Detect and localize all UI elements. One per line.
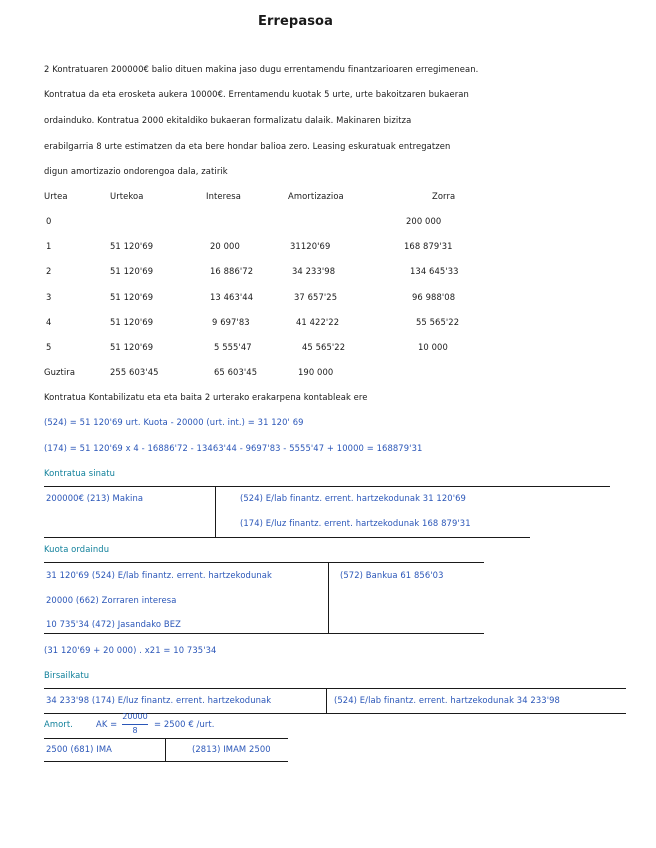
table-header-amort: Amortizazioa	[288, 191, 344, 201]
formula-lhs: AK =	[96, 719, 118, 729]
table-header-interest: Interesa	[206, 191, 241, 201]
table-header-annuity: Urtekoa	[110, 191, 144, 201]
intro-line-3: ordainduko. Kontratua 2000 ekitaldiko bukaeran formalizatu dalaik. Makinaren bizitza	[44, 115, 412, 125]
intro-line-4: erabilgarria 8 urte estimatzen da eta bere hondar balioa zero. Leasing eskuratuak entregatzen	[44, 141, 451, 151]
section-title-birsailkatu: Birsailkatu	[44, 670, 90, 680]
entry-divider	[326, 688, 327, 714]
entry-divider	[44, 633, 484, 634]
entry-divider	[44, 688, 626, 689]
fraction-bar	[122, 724, 148, 725]
page-title: Errepasoa	[258, 14, 333, 29]
contab-line: Kontratua Kontabilizatu eta eta baita 2 urterako erakarpena kontableak ere	[44, 392, 368, 402]
entry-divider	[165, 738, 166, 762]
debit-line: 200000€ (213) Makina	[46, 493, 144, 503]
entry-divider	[44, 537, 530, 538]
credit-line: (572) Bankua 61 856'03	[340, 570, 444, 580]
entry-divider	[44, 562, 484, 563]
formula-denominator: 8	[132, 726, 138, 735]
credit-line: (174) E/luz finantz. errent. hartzekodunak 168 879'31	[240, 518, 471, 528]
entry-divider	[215, 486, 216, 538]
intro-line-1: 2 Kontratuaren 200000€ balio dituen makina jaso dugu errentamendu finantzarioaren erregimenean.	[44, 64, 479, 74]
section-title-sinatu: Kontratua sinatu	[44, 468, 116, 478]
table-header-year: Urtea	[44, 191, 68, 201]
debit-line: 31 120'69 (524) E/lab finantz. errent. hartzekodunak	[46, 570, 272, 580]
entry-divider	[44, 486, 610, 487]
credit-line: (524) E/lab finantz. errent. hartzekodunak 34 233'98	[334, 695, 560, 705]
credit-line: (2813) IMAM 2500	[192, 744, 271, 754]
entry-divider	[44, 738, 288, 739]
debit-line: 10 735'34 (472) Jasandako BEZ	[46, 619, 181, 629]
debit-line: 2500 (681) IMA	[46, 744, 112, 754]
debit-line: 34 233'98 (174) E/luz finantz. errent. hartzekodunak	[46, 695, 272, 705]
section-title-amort: Amort.	[44, 719, 74, 729]
formula-rhs: = 2500 € /urt.	[154, 719, 215, 729]
debit-line: 20000 (662) Zorraren interesa	[46, 595, 177, 605]
vat-calculation: (31 120'69 + 20 000) . x21 = 10 735'34	[44, 645, 217, 655]
intro-line-5: digun amortizazio ondorengoa dala, zatirik	[44, 166, 228, 176]
calc-short-term: (524) = 51 120'69 urt. Kuota - 20000 (urt. int.) = 31 120' 69	[44, 417, 304, 427]
entry-divider	[328, 562, 329, 634]
table-header-debt: Zorra	[432, 191, 456, 201]
formula-numerator: 20000	[122, 712, 148, 721]
section-title-kuota: Kuota ordaindu	[44, 544, 110, 554]
credit-line: (524) E/lab finantz. errent. hartzekodunak 31 120'69	[240, 493, 466, 503]
intro-line-2: Kontratua da eta erosketa aukera 10000€. Errentamendu kuotak 5 urte, urte bakoitzaren bukaeran	[44, 89, 469, 99]
entry-divider	[44, 761, 288, 762]
calc-long-term: (174) = 51 120'69 x 4 - 16886'72 - 13463'44 - 9697'83 - 5555'47 + 10000 = 168879'31	[44, 443, 423, 453]
